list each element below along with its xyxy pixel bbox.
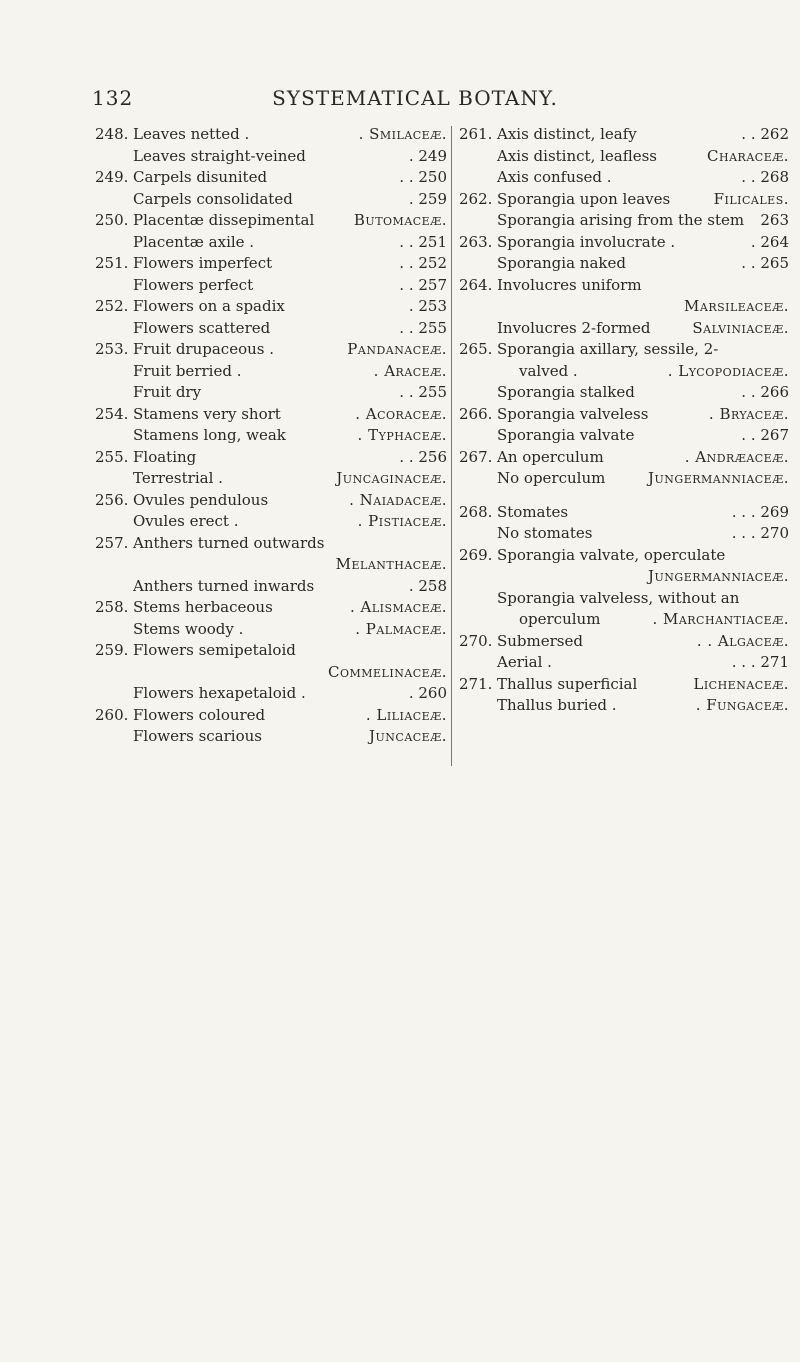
- entry-text: Ovules erect .: [133, 512, 239, 530]
- entry-number: 263.: [459, 232, 493, 251]
- entry-result: Juncaceæ.: [369, 727, 447, 745]
- entry-result: . 260: [408, 684, 447, 702]
- entry-text: valved .: [519, 361, 578, 380]
- entry-result: . . 265: [741, 254, 789, 272]
- entry-result: Melanthaceæ.: [335, 555, 447, 573]
- key-entry-row: [459, 609, 789, 631]
- key-entry-row: [459, 545, 789, 567]
- entry-result: . . . 271: [731, 653, 789, 671]
- key-entry-row: [459, 253, 789, 275]
- entry-text: Anthers turned outwards: [133, 533, 325, 552]
- entry-text: Stems woody .: [133, 619, 244, 638]
- entry-text: Sporangia valveless: [497, 404, 649, 423]
- key-entry-row: [459, 425, 789, 447]
- key-entry-row: [95, 576, 447, 598]
- entry-result: . Andræaceæ.: [684, 447, 789, 466]
- entry-text: Carpels disunited: [133, 168, 268, 186]
- entry-result: . 264: [750, 232, 789, 251]
- entry-text: Placentæ dissepimental: [133, 211, 315, 229]
- entry-result: . . 251: [399, 232, 447, 251]
- entry-text: Fruit drupaceous .: [133, 340, 275, 358]
- key-entry-row: [95, 554, 447, 576]
- entry-result: Butomaceæ.: [353, 211, 447, 229]
- entry-text: Carpels consolidated: [133, 189, 293, 208]
- key-entry-row: [95, 726, 447, 748]
- entry-text: Leaves netted .: [133, 125, 250, 143]
- entry-result: . 259: [408, 189, 447, 208]
- entry-text: Involucres uniform: [497, 275, 642, 294]
- entry-result: . Typhaceæ.: [357, 426, 447, 444]
- entry-result: . Liliaceæ.: [365, 705, 447, 724]
- key-entry-row: [459, 523, 789, 545]
- entry-result: . . 262: [741, 125, 789, 143]
- entry-result: Jungermanniaceæ.: [648, 567, 789, 585]
- key-entry-row: [95, 146, 447, 168]
- entry-text: Sporangia involucrate .: [497, 232, 676, 251]
- entry-result: Pandanaceæ.: [347, 340, 447, 358]
- key-entry-row: [95, 189, 447, 211]
- key-column-left: [95, 124, 447, 748]
- key-entry-row: [95, 124, 447, 146]
- key-entry-row: [95, 382, 447, 404]
- page-header: [0, 86, 800, 116]
- entry-result: . Lycopodiaceæ.: [667, 361, 789, 380]
- entry-text: Terrestrial .: [133, 469, 223, 487]
- key-entry-row: [95, 296, 447, 318]
- key-entry-row: [95, 640, 447, 662]
- entry-result: Salviniaceæ.: [692, 318, 789, 337]
- entry-result: . Alismaceæ.: [350, 598, 447, 616]
- key-entry-row: [95, 490, 447, 512]
- entry-text: Stems herbaceous: [133, 598, 273, 616]
- entry-result: . . 255: [399, 383, 447, 401]
- entry-result: . . 255: [399, 318, 447, 337]
- running-title: SYSTEMATICAL BOTANY.: [272, 86, 558, 110]
- entry-result: . Palmaceæ.: [355, 619, 447, 638]
- entry-result: . Naiadaceæ.: [349, 490, 447, 509]
- entry-text: Floating: [133, 447, 197, 466]
- entry-result: . Smilaceæ.: [358, 125, 447, 143]
- entry-number: 266.: [459, 404, 493, 423]
- entry-text: Axis confused .: [497, 168, 612, 186]
- entry-number: 271.: [459, 674, 493, 693]
- key-column-right: [459, 124, 789, 717]
- entry-number: 268.: [459, 502, 493, 521]
- entry-text: Ovules pendulous: [133, 490, 269, 509]
- key-entry-row: [459, 631, 789, 653]
- key-entry-row: [95, 705, 447, 727]
- entry-text: Sporangia upon leaves: [497, 189, 671, 208]
- entry-text: operculum: [519, 610, 601, 628]
- key-entry-row: [95, 318, 447, 340]
- entry-result: Characeæ.: [707, 146, 789, 165]
- key-entry-row: [459, 447, 789, 469]
- key-entry-row: [459, 382, 789, 404]
- key-entry-row: [459, 674, 789, 696]
- entry-text: Stamens very short: [133, 404, 281, 423]
- entry-text: Sporangia valveless, without an: [497, 588, 740, 607]
- entry-text: Flowers coloured: [133, 705, 266, 724]
- key-entry-row: [95, 662, 447, 684]
- entry-result: Jungermanniaceæ.: [648, 469, 789, 487]
- key-entry-row: [95, 361, 447, 383]
- key-entry-row: [459, 146, 789, 168]
- entry-text: Aerial .: [497, 653, 552, 671]
- key-entry-row: [95, 210, 447, 232]
- key-entry-row: [95, 447, 447, 469]
- entry-result: . Araceæ.: [373, 361, 447, 380]
- entry-number: 254.: [95, 404, 129, 423]
- entry-number: 251.: [95, 254, 129, 272]
- entry-result: . . 250: [399, 168, 447, 186]
- entry-result: 263: [760, 211, 789, 229]
- entry-number: 269.: [459, 545, 493, 564]
- entry-text: Stamens long, weak: [133, 426, 286, 444]
- entry-text: Thallus buried .: [497, 696, 617, 714]
- key-entry-row: [95, 339, 447, 361]
- entry-text: No stomates: [497, 524, 593, 542]
- entry-result: . . 252: [399, 254, 447, 272]
- key-entry-row: [95, 597, 447, 619]
- entry-result: Lichenaceæ.: [693, 674, 789, 693]
- entry-text: Axis distinct, leafy: [497, 125, 637, 143]
- entry-result: . . 268: [741, 168, 789, 186]
- entry-text: Sporangia naked: [497, 254, 626, 272]
- key-entry-row: [459, 404, 789, 426]
- entry-number: 262.: [459, 189, 493, 208]
- key-entry-row: [459, 189, 789, 211]
- key-entry-row: [95, 511, 447, 533]
- page-number: 132: [92, 86, 134, 110]
- entry-number: 264.: [459, 275, 493, 294]
- entry-result: Filicales.: [713, 189, 789, 208]
- entry-result: . . 267: [741, 426, 789, 444]
- key-entry-row: [459, 502, 789, 524]
- entry-text: Involucres 2-formed: [497, 318, 651, 337]
- entry-result: . 258: [408, 576, 447, 595]
- entry-text: Sporangia stalked: [497, 383, 635, 401]
- entry-text: Flowers scarious: [133, 727, 262, 745]
- key-entry-row: [95, 425, 447, 447]
- entry-result: . . 257: [399, 275, 447, 294]
- entry-text: Flowers on a spadix: [133, 297, 285, 315]
- key-entry-row: [459, 339, 789, 361]
- entry-text: Submersed: [497, 631, 583, 650]
- entry-number: 259.: [95, 641, 129, 659]
- key-entry-row: [459, 588, 789, 610]
- key-entry-row: [459, 652, 789, 674]
- entry-text: Anthers turned inwards: [133, 576, 315, 595]
- entry-number: 258.: [95, 598, 129, 616]
- key-entry-row: [459, 232, 789, 254]
- entry-number: 257.: [95, 533, 129, 552]
- entry-text: Stomates: [497, 502, 569, 521]
- entry-result: . Acoraceæ.: [355, 404, 447, 423]
- entry-text: Placentæ axile .: [133, 232, 255, 251]
- entry-result: . . Algaceæ.: [696, 631, 789, 650]
- entry-number: 261.: [459, 125, 493, 143]
- entry-text: Fruit dry: [133, 383, 202, 401]
- key-entry-row: [95, 232, 447, 254]
- key-entry-row: [459, 318, 789, 340]
- entry-number: 270.: [459, 631, 493, 650]
- entry-result: . 249: [408, 146, 447, 165]
- key-entry-row: [459, 361, 789, 383]
- entry-number: 250.: [95, 211, 129, 229]
- entry-text: Sporangia valvate, operculate: [497, 545, 726, 564]
- entry-result: . . 266: [741, 383, 789, 401]
- key-entry-row: [95, 468, 447, 490]
- entry-text: Flowers semipetaloid: [133, 641, 296, 659]
- key-entry-row: [459, 296, 789, 318]
- entry-number: 248.: [95, 125, 129, 143]
- entry-text: Axis distinct, leafless: [497, 146, 657, 165]
- entry-result: . Pistiaceæ.: [357, 512, 447, 530]
- entry-text: Thallus superficial: [497, 674, 638, 693]
- entry-result: Marsileaceæ.: [684, 297, 789, 315]
- entry-text: Sporangia valvate: [497, 426, 635, 444]
- entry-result: Commelinaceæ.: [328, 662, 447, 681]
- entry-text: Sporangia axillary, sessile, 2-: [497, 340, 719, 358]
- entry-result: . Bryaceæ.: [708, 404, 789, 423]
- key-entry-row: [95, 167, 447, 189]
- entry-text: Flowers imperfect: [133, 254, 273, 272]
- section-gap: [459, 490, 789, 502]
- key-entry-row: [95, 253, 447, 275]
- entry-number: 260.: [95, 705, 129, 724]
- entry-text: Leaves straight-veined: [133, 146, 306, 165]
- entry-result: . . 256: [399, 447, 447, 466]
- entry-text: Fruit berried .: [133, 361, 242, 380]
- entry-text: No operculum: [497, 469, 606, 487]
- entry-result: . Fungaceæ.: [695, 696, 789, 714]
- entry-text: Sporangia arising from the stem: [497, 211, 745, 229]
- entry-result: . Marchantiaceæ.: [652, 610, 789, 628]
- entry-text: Flowers scattered: [133, 318, 271, 337]
- entry-number: 265.: [459, 340, 493, 358]
- key-entry-row: [95, 275, 447, 297]
- column-divider: [451, 126, 452, 766]
- entry-number: 249.: [95, 168, 129, 186]
- entry-text: Flowers perfect: [133, 275, 254, 294]
- key-entry-row: [95, 404, 447, 426]
- key-entry-row: [459, 167, 789, 189]
- entry-result: . 253: [408, 297, 447, 315]
- key-entry-row: [459, 468, 789, 490]
- entry-text: An operculum: [497, 447, 604, 466]
- entry-text: Flowers hexapetaloid .: [133, 684, 306, 702]
- entry-number: 253.: [95, 340, 129, 358]
- key-entry-row: [95, 533, 447, 555]
- entry-result: . . . 269: [731, 502, 789, 521]
- entry-number: 255.: [95, 447, 129, 466]
- entry-number: 256.: [95, 490, 129, 509]
- key-entry-row: [95, 683, 447, 705]
- key-entry-row: [459, 695, 789, 717]
- key-entry-row: [95, 619, 447, 641]
- entry-number: 267.: [459, 447, 493, 466]
- key-entry-row: [459, 566, 789, 588]
- entry-result: Juncaginaceæ.: [336, 469, 447, 487]
- key-entry-row: [459, 275, 789, 297]
- entry-number: 252.: [95, 297, 129, 315]
- key-entry-row: [459, 210, 789, 232]
- entry-result: . . . 270: [731, 524, 789, 542]
- key-entry-row: [459, 124, 789, 146]
